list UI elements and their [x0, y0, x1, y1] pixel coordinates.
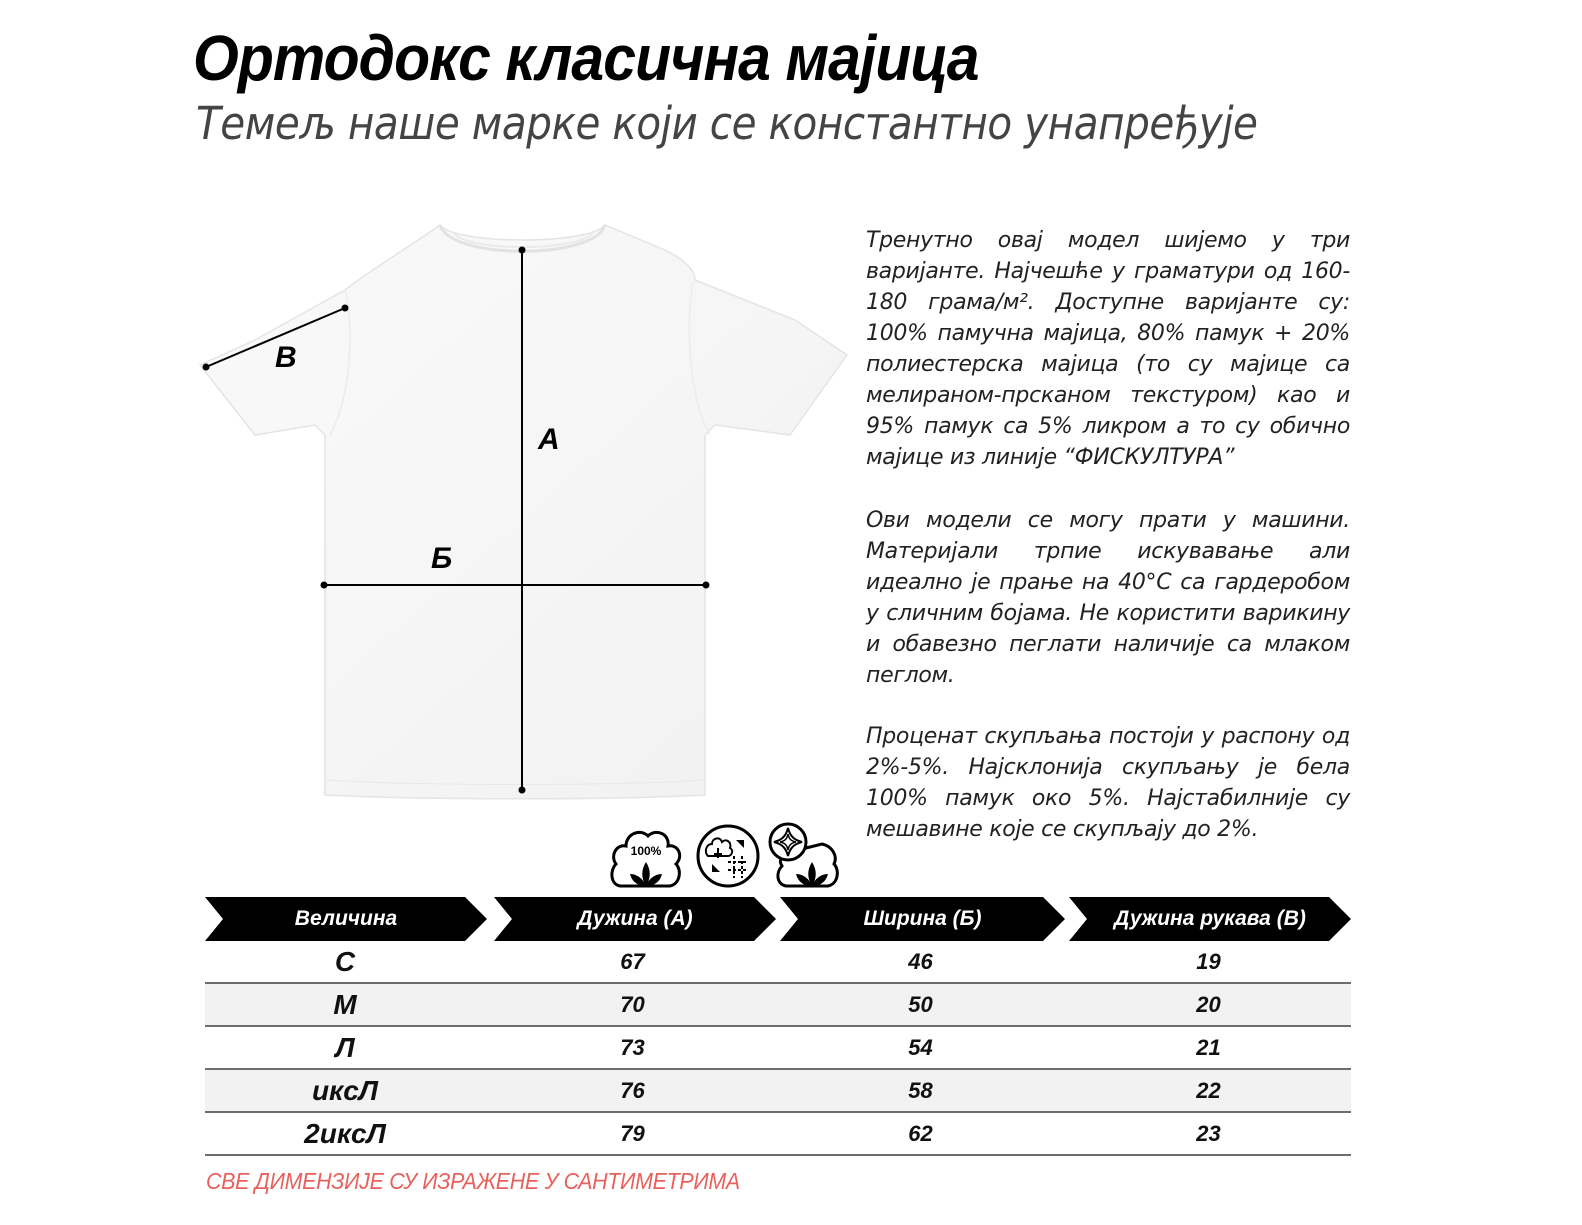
description-paragraph-shrinkage [866, 721, 1350, 845]
size-cell: иксЛ [311, 1074, 379, 1106]
header-width: Ширина (Б) [780, 897, 1065, 941]
header-sleeve-length: Дужина рукава (В) [1069, 897, 1351, 941]
size-cell: М [333, 988, 357, 1020]
fabric-icons [608, 822, 844, 890]
units-footnote: СВЕ ДИМЕНЗИЈЕ СУ ИЗРАЖЕНЕ У САНТИМЕТРИМА [206, 1168, 740, 1194]
paragraph-text: Проценат скупљања постоји у распону од 2%-5%. Најсклонија скупљању је бела 100% памук око 5%. Најстабилније су мешавине које се скупљају до 2%. [866, 724, 1350, 842]
table-row [205, 1027, 1351, 1070]
size-cell: 2иксЛ [304, 1117, 386, 1149]
width-cell: 46 [908, 948, 933, 974]
page-subtitle: Темељ наше марке који се константно унапређује [196, 97, 1258, 150]
size-cell: С [334, 945, 356, 977]
length-cell: 70 [620, 991, 645, 1017]
tshirt-illustration [195, 220, 860, 810]
header-length: Дужина (А) [494, 897, 776, 941]
width-cell: 54 [908, 1034, 933, 1060]
page-title: Ортодокс класична мајица [193, 22, 979, 94]
length-cell: 79 [620, 1120, 645, 1146]
width-cell: 58 [908, 1077, 933, 1103]
length-label: А [538, 423, 560, 456]
paragraph-text: Тренутно овај модел шијемо у три варијанте. Најчешће у граматури од 160-180 грама/м². Доступне варијанте су: 100% памучна мајица, 80% памук + 20% полиестерска мајица (то су мајице са мелираном-прсканом текстуром) као и 95% памук са 5% ликром а то су обично мајице из линије “ФИСКУЛТУРА” [866, 228, 1350, 470]
sleeve-label: В [275, 341, 297, 374]
table-row [205, 1113, 1351, 1156]
width-cell: 50 [908, 991, 933, 1017]
size-table [205, 897, 1351, 1156]
description-paragraph-variants [866, 225, 1350, 473]
table-row [205, 1070, 1351, 1113]
size-table-body [205, 941, 1351, 1156]
width-cell: 62 [908, 1120, 933, 1146]
table-row [205, 984, 1351, 1027]
sleeve-cell: 22 [1196, 1077, 1221, 1103]
size-cell: Л [335, 1031, 355, 1063]
tshirt-measurement-diagram [195, 220, 860, 810]
cotton-polyester-blend-icon [690, 822, 766, 890]
table-row [205, 941, 1351, 984]
cotton-100-icon [608, 822, 684, 890]
svg-text:100%: 100% [630, 844, 662, 858]
length-cell: 73 [620, 1034, 645, 1060]
sleeve-cell: 20 [1196, 991, 1221, 1017]
paragraph-text: Ови модели се могу прати у машини. Материјали трпие искувавање али идеално је прање на 40°C са гардеробом у сличним бојама. Не користити варикину и обавезно пеглати наличије са млаком пеглом. [866, 508, 1350, 688]
sleeve-cell: 19 [1196, 948, 1221, 974]
width-label: Б [431, 542, 453, 575]
size-table-header [205, 897, 1351, 941]
length-cell: 76 [620, 1077, 645, 1103]
sleeve-cell: 23 [1196, 1120, 1221, 1146]
cotton-elastane-icon [766, 822, 842, 890]
length-cell: 67 [620, 948, 645, 974]
header-size: Величина [205, 897, 487, 941]
sleeve-cell: 21 [1196, 1034, 1221, 1060]
description-paragraph-care [866, 505, 1350, 691]
